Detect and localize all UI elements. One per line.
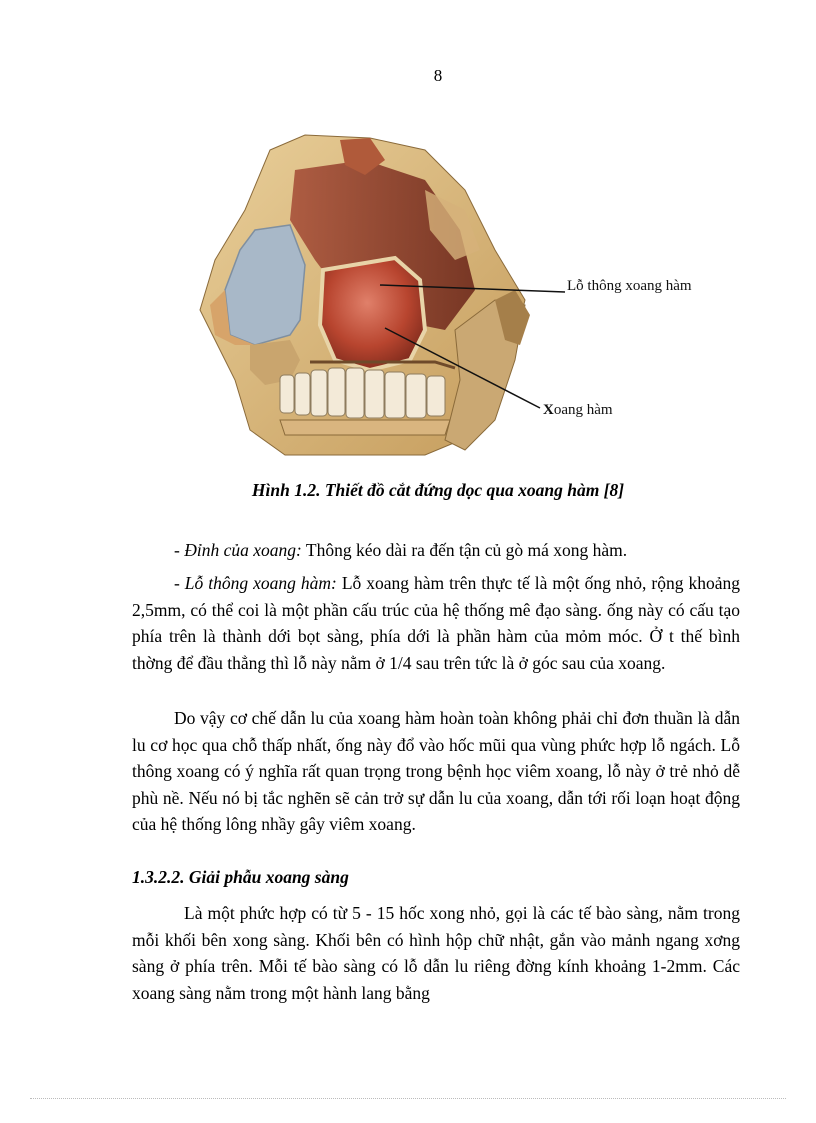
term-ostium: - Lỗ thông xoang hàm:	[174, 573, 337, 593]
text-ostium: Lỗ xoang hàm trên thực tế là một ống nhỏ, rộng khoảng 2,5mm, có thể coi là một phần cấu trúc của hệ thống mê đạo sàng. ống này có cấu tạo phía trên là thành dới bọt sàng, phía dới là phần hàm của mỏm móc. Ở t thế bình thờng để đầu thẳng thì lỗ này nằm ở 1/4 sau trên tức là ở góc sau của xoang.	[132, 573, 740, 673]
label-maxillary-sinus	[543, 402, 613, 419]
paragraph-drainage: Do vậy cơ chế dẫn lu của xoang hàm hoàn toàn không phải chỉ đơn thuần là dẫn lu cơ học qua chỗ thấp nhất, ống này đổ vào hốc mũi qua vùng phức hợp lỗ ngách. Lỗ thông xoang có ý nghĩa rất quan trọng trong bệnh học viêm xoang, lỗ này ở trẻ nhỏ dễ phù nề. Nếu nó bị tắc nghẽn sẽ cản trở sự dẫn lu của xoang, dẫn tới rối loạn hoạt động của hệ thống lông nhầy gây viêm xoang.	[132, 708, 740, 834]
page-number: 8	[433, 66, 443, 85]
label-sinus-initial: X	[543, 402, 554, 418]
label-ostium: Lỗ thông xoang hàm	[567, 278, 692, 294]
term-sinus-apex: - Đỉnh của xoang:	[174, 540, 302, 560]
sagittal-section-illustration	[195, 130, 735, 460]
footer-rule	[30, 1098, 786, 1099]
maxilla-base	[280, 420, 450, 435]
section-heading: 1.3.2.2. Giải phẫu xoang sàng	[132, 867, 349, 887]
paragraph-ethmoid: Là một phức hợp có từ 5 - 15 hốc xong nhỏ, gọi là các tế bào sàng, nằm trong mỗi khối bên xong sàng. Khối bên có hình hộp chữ nhật, gắn vào mảnh ngang xơng sàng ở phía trên. Mỗi tế bào sàng có lỗ dẫn lu riêng đờng kính khoảng 1-2mm. Các xoang sàng nằm trong một hành lang bằng	[132, 903, 740, 1003]
sinus-anatomy-figure	[195, 130, 735, 460]
maxillary-sinus	[320, 258, 425, 370]
upper-teeth	[280, 368, 445, 418]
label-sinus-rest: oang hàm	[553, 402, 613, 418]
text-sinus-apex: Thông kéo dài ra đến tận củ gò má xong hàm.	[301, 540, 628, 560]
figure-caption: Hình 1.2. Thiết đồ cắt đứng dọc qua xoang hàm [8]	[251, 480, 625, 500]
paragraph-sinus-apex	[132, 537, 740, 564]
paragraph-ostium	[132, 570, 740, 676]
